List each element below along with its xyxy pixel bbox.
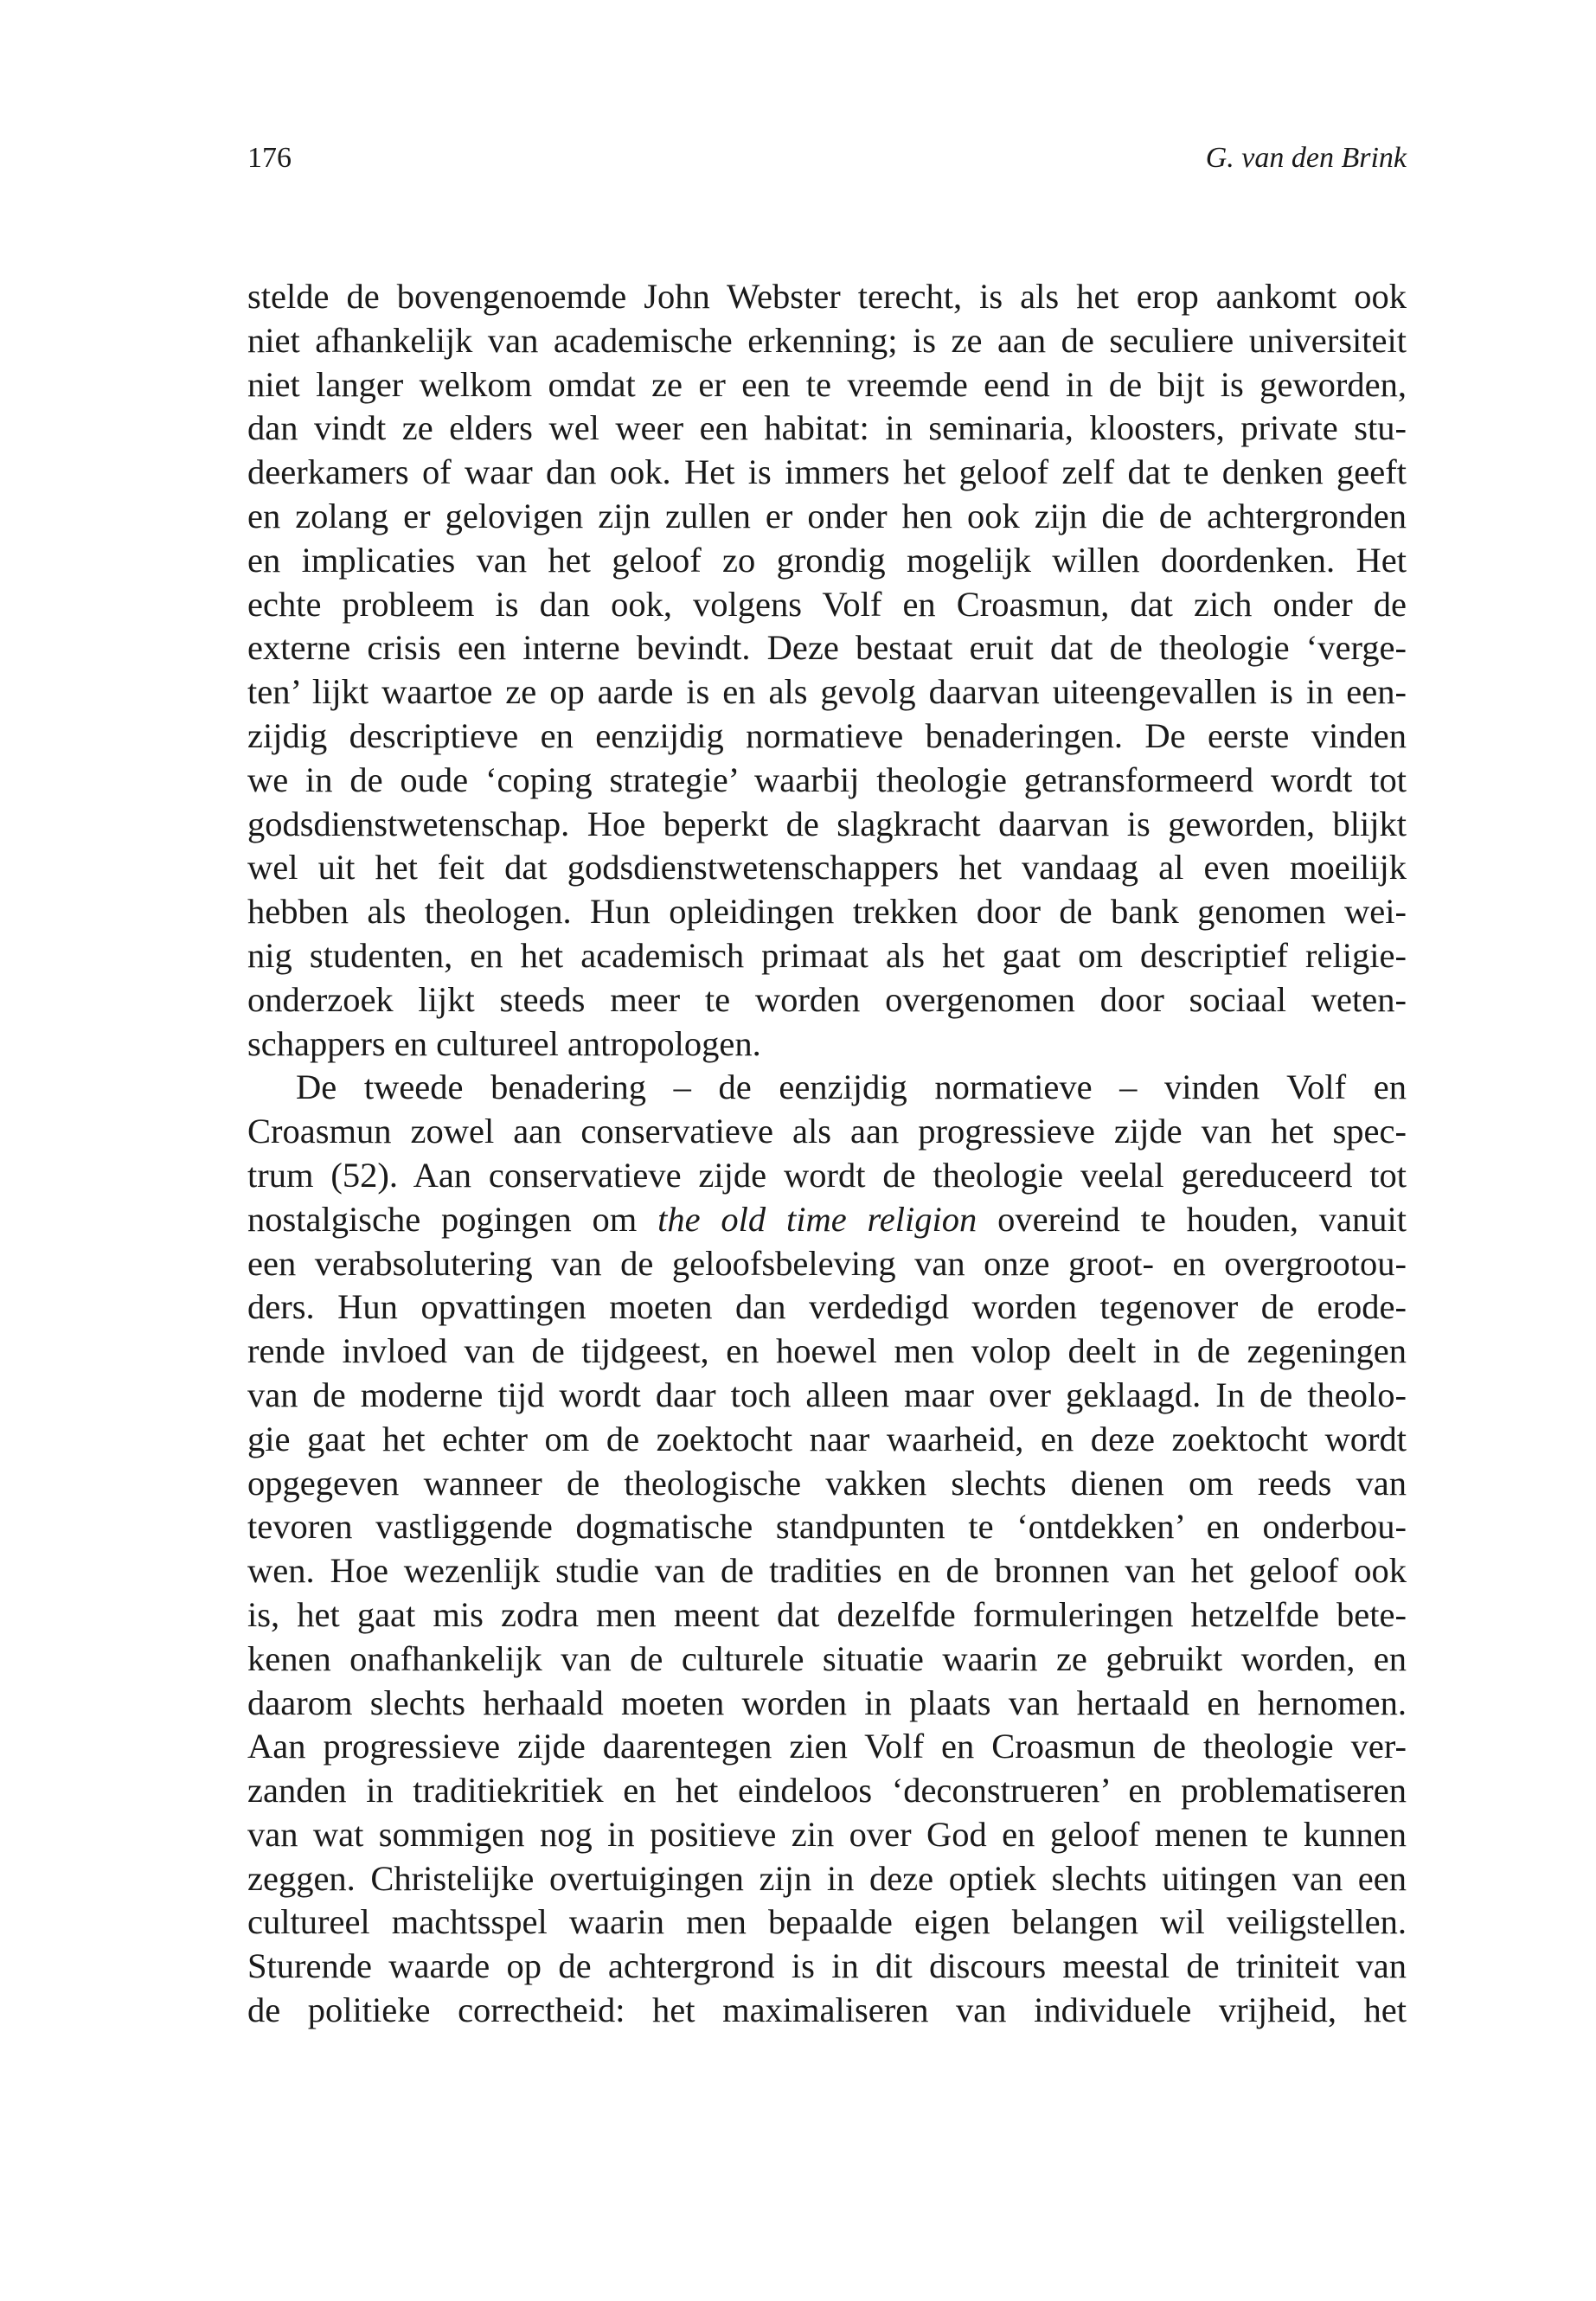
text-line: kenen onafhankelijk van de culturele situatie waarin ze gebruikt worden, en (247, 1638, 1407, 1678)
text-line: ders. Hun opvattingen moeten dan verdedigd worden tegenover de erode- (247, 1287, 1407, 1327)
text-line: niet afhankelijk van academische erkenning; is ze aan de seculiere universiteit (247, 320, 1407, 360)
text-line: hebben als theologen. Hun opleidingen trekken door de bank genomen wei- (247, 892, 1407, 932)
text-line: van wat sommigen nog in positieve zin over God en geloof menen te kunnen (247, 1814, 1407, 1854)
text-line: Aan progressieve zijde daarentegen zien Volf en Croasmun de theologie ver- (247, 1727, 1407, 1766)
text-line: gie gaat het echter om de zoektocht naar waarheid, en deze zoektocht wordt (247, 1419, 1407, 1458)
text-line: de politieke correctheid: het maximaliseren van individuele vrijheid, het (247, 1990, 1407, 2030)
text-line: tevoren vastliggende dogmatische standpunten te ‘ontdekken’ en onderbou- (247, 1507, 1407, 1547)
body-text (247, 275, 1407, 2033)
text-segment: nostalgische pogingen om (247, 1199, 638, 1239)
text-line: zijdig descriptieve en eenzijdig normatieve benaderingen. De eerste vinden (247, 715, 1407, 755)
text-line: rende invloed van de tijdgeest, en hoewel men volop deelt in de zegeningen (247, 1331, 1407, 1371)
text-line: en zolang er gelovigen zijn zullen er onder hen ook zijn die de achtergronden (247, 496, 1407, 535)
text-line: zanden in traditiekritiek en het eindeloos ‘deconstrueren’ en problematiseren (247, 1771, 1407, 1811)
running-head (247, 137, 1407, 180)
text-line-with-italic (247, 1198, 1407, 1242)
text-line: zeggen. Christelijke overtuigingen zijn in deze optiek slechts uitingen van een (247, 1858, 1407, 1898)
text-line: Croasmun zowel aan conservatieve als aan progressieve zijde van het spec- (247, 1112, 1407, 1151)
page-number: 176 (247, 142, 292, 174)
text-line: cultureel machtsspel waarin men bepaalde eigen belangen wil veiligstellen. (247, 1902, 1407, 1942)
text-line: dan vindt ze elders wel weer een habitat: in seminaria, kloosters, private stu- (247, 408, 1407, 448)
text-line: trum (52). Aan conservatieve zijde wordt de theologie veelal gereduceerd tot (247, 1155, 1407, 1195)
text-line: wel uit het feit dat godsdienstwetenschappers het vandaag al even moeilijk (247, 848, 1407, 888)
text-line: opgegeven wanneer de theologische vakken slechts dienen om reeds van (247, 1463, 1407, 1503)
text-line: een verabsolutering van de geloofsbeleving van onze groot- en overgrootou- (247, 1243, 1407, 1283)
text-line: we in de oude ‘coping strategie’ waarbij theologie getransformeerd wordt tot (247, 760, 1407, 799)
text-line: stelde de bovengenoemde John Webster terecht, is als het erop aankomt ook (247, 277, 1407, 316)
text-line: daarom slechts herhaald moeten worden in plaats van hertaald en hernomen. (247, 1682, 1407, 1722)
text-line: deerkamers of waar dan ook. Het is immers het geloof zelf dat te denken geeft (247, 452, 1407, 492)
text-line: is, het gaat mis zodra men meent dat dezelfde formuleringen hetzelfde bete- (247, 1594, 1407, 1634)
text-line: onderzoek lijkt steeds meer te worden overgenomen door sociaal weten- (247, 979, 1407, 1019)
text-line: wen. Hoe wezenlijk studie van de tradities en de bronnen van het geloof ook (247, 1551, 1407, 1591)
paragraph-start-line: De tweede benadering – de eenzijdig normatieve – vinden Volf en (296, 1067, 1407, 1107)
text-line: van de moderne tijd wordt daar toch alleen maar over geklaagd. In de theolo- (247, 1375, 1407, 1414)
text-line: niet langer welkom omdat ze er een te vreemde eend in de bijt is geworden, (247, 364, 1407, 404)
italic-phrase: the old time religion (657, 1199, 977, 1239)
text-line: godsdienstwetenschap. Hoe beperkt de slagkracht daarvan is geworden, blijkt (247, 804, 1407, 843)
text-segment: overeind te houden, vanuit (997, 1199, 1407, 1239)
text-line: en implicaties van het geloof zo grondig mogelijk willen doordenken. Het (247, 540, 1407, 580)
text-line: ten’ lijkt waartoe ze op aarde is en als gevolg daarvan uiteengevallen is in een- (247, 672, 1407, 712)
text-line: nig studenten, en het academisch primaat als het gaat om descriptief religie- (247, 935, 1407, 975)
running-head-author: G. van den Brink (1205, 142, 1407, 174)
text-line: externe crisis een interne bevindt. Deze bestaat eruit dat de theologie ‘verge- (247, 628, 1407, 668)
text-line: echte probleem is dan ook, volgens Volf en Croasmun, dat zich onder de (247, 584, 1407, 624)
paragraph-end-line: schappers en cultureel antropologen. (247, 1023, 761, 1063)
text-line: Sturende waarde op de achtergrond is in dit discours meestal de triniteit van (247, 1946, 1407, 1986)
